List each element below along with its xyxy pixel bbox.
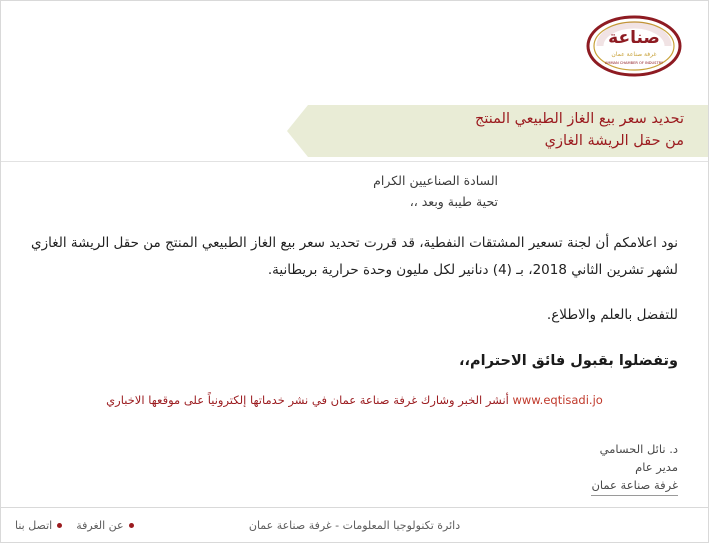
page-title-line2: من حقل الريشة الغازي: [544, 133, 684, 149]
chamber-logo: [586, 15, 682, 77]
salutation: [31, 171, 498, 212]
signature-name: د. نائل الحسامي: [599, 442, 678, 456]
svg-text:AMMAN CHAMBER OF INDUSTRY: AMMAN CHAMBER OF INDUSTRY: [604, 61, 664, 65]
svg-text:غرفة صناعة عمان: غرفة صناعة عمان: [611, 51, 657, 58]
footer-link-contact-label: اتصل بنا: [15, 518, 53, 532]
salutation-line-1: السادة الصناعيين الكرام: [373, 173, 498, 188]
letter-note: للتفضل بالعلم والاطلاع.: [546, 306, 678, 323]
letter-closing: وتفضلوا بقبول فائق الاحترام،،: [458, 352, 678, 369]
svg-text:صناعة: صناعة: [608, 28, 660, 48]
letter-paragraph: نود اعلامكم أن لجنة تسعير المشتقات النفطية، قد قررت تحديد سعر بيع الغاز الطبيعي المنتج من حقل الريشة الغازي لشهر تشرين الثاني 2018، بـ (4) دنانير لكل مليون وحدة حرارية بريطانية.: [31, 235, 678, 278]
page-title: [475, 109, 684, 153]
eqtisadi-link[interactable]: www.eqtisadi.jo: [512, 392, 603, 407]
promo-line: [31, 391, 678, 409]
signature-title: مدير عام: [635, 459, 678, 474]
signature-block: [591, 441, 678, 496]
footer-link-contact[interactable]: [15, 519, 62, 532]
document-title-band: [308, 105, 708, 157]
bullet-icon: [57, 523, 62, 528]
letter-body: [1, 171, 708, 409]
footer-link-about[interactable]: [76, 519, 133, 532]
logo-icon: [586, 15, 682, 77]
footer-links: [15, 519, 134, 532]
bullet-icon: [129, 523, 134, 528]
page-title-line1: تحديد سعر بيع الغاز الطبيعي المنتج: [475, 111, 684, 128]
band-arrow: [287, 105, 308, 157]
salutation-line-2: تحية طيبة وبعد ،،: [409, 193, 498, 209]
header-divider: [0, 161, 708, 162]
footer-credit: دائرة تكنولوجيا المعلومات - غرفة صناعة عمان: [248, 518, 461, 532]
promo-text: أنشر الخبر وشارك غرفة صناعة عمان في نشر خدماتها إلكترونياً على موقعها الاخباري: [106, 392, 509, 407]
page-footer: [1, 507, 708, 542]
footer-link-about-label: عن الغرفة: [76, 518, 124, 532]
signature-org: غرفة صناعة عمان: [591, 477, 678, 497]
